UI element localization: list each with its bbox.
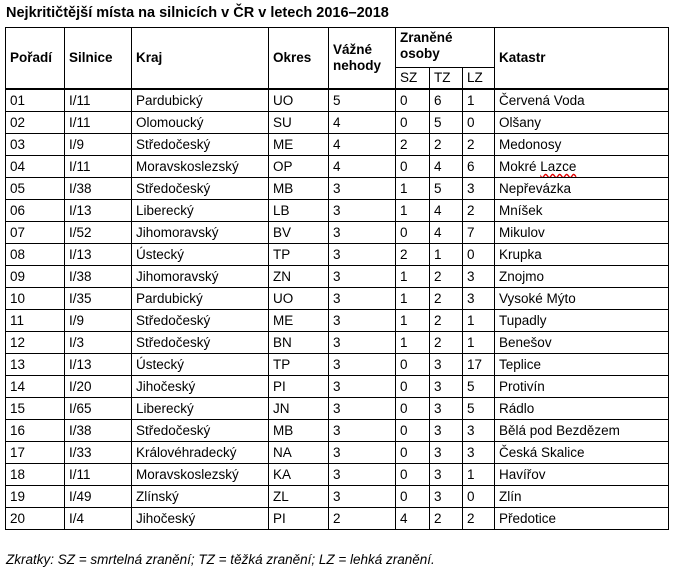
cell-kraj: Jihomoravský [132,266,269,288]
cell-poradi: 08 [6,244,65,266]
cell-vazne: 3 [329,486,396,508]
cell-poradi: 14 [6,376,65,398]
cell-tz: 5 [430,112,463,134]
cell-sz: 1 [396,332,430,354]
cell-poradi: 10 [6,288,65,310]
cell-tz: 2 [430,288,463,310]
cell-tz: 2 [430,508,463,530]
cell-poradi: 20 [6,508,65,530]
cell-tz: 5 [430,178,463,200]
cell-okres: ME [269,310,329,332]
cell-katastr: Olšany [495,112,669,134]
table-row [6,288,669,310]
cell-okres: PI [269,376,329,398]
cell-vazne: 3 [329,244,396,266]
cell-lz: 3 [463,420,495,442]
cell-okres: ME [269,134,329,156]
cell-poradi: 06 [6,200,65,222]
table-row [6,398,669,420]
cell-kraj: Jihomoravský [132,222,269,244]
cell-katastr: Vysoké Mýto [495,288,669,310]
cell-vazne: 3 [329,266,396,288]
cell-okres: OP [269,156,329,178]
cell-katastr: Medonosy [495,134,669,156]
cell-katastr: Česká Skalice [495,442,669,464]
cell-lz: 7 [463,222,495,244]
cell-sz: 0 [396,112,430,134]
header-silnice: Silnice [65,28,132,90]
cell-okres: TP [269,354,329,376]
cell-lz: 2 [463,200,495,222]
cell-katastr: Benešov [495,332,669,354]
cell-sz: 0 [396,376,430,398]
cell-okres: ZL [269,486,329,508]
cell-katastr: Červená Voda [495,89,669,112]
table-row [6,332,669,354]
table-row [6,200,669,222]
cell-vazne: 3 [329,354,396,376]
cell-okres: BN [269,332,329,354]
cell-okres: PI [269,508,329,530]
cell-kraj: Ústecký [132,244,269,266]
cell-tz: 3 [430,442,463,464]
cell-silnice: I/49 [65,486,132,508]
cell-lz: 5 [463,398,495,420]
cell-tz: 4 [430,156,463,178]
cell-okres: LB [269,200,329,222]
cell-okres: NA [269,442,329,464]
table-row [6,244,669,266]
header-sz: SZ [396,68,430,90]
cell-tz: 3 [430,486,463,508]
cell-kraj: Moravskoslezský [132,464,269,486]
cell-tz: 1 [430,244,463,266]
cell-kraj: Jihočeský [132,376,269,398]
cell-kraj: Moravskoslezský [132,156,269,178]
cell-vazne: 3 [329,420,396,442]
cell-okres: UO [269,89,329,112]
cell-vazne: 3 [329,398,396,420]
cell-okres: MB [269,420,329,442]
cell-katastr: Protivín [495,376,669,398]
cell-vazne: 5 [329,89,396,112]
cell-okres: UO [269,288,329,310]
cell-silnice: I/11 [65,464,132,486]
cell-lz: 2 [463,134,495,156]
cell-poradi: 15 [6,398,65,420]
cell-poradi: 01 [6,89,65,112]
cell-vazne: 2 [329,508,396,530]
cell-kraj: Středočeský [132,310,269,332]
cell-katastr: Mníšek [495,200,669,222]
cell-silnice: I/4 [65,508,132,530]
katastr-text-a: Mokré [499,159,541,174]
cell-katastr: Havířov [495,464,669,486]
cell-katastr: Zlín [495,486,669,508]
cell-lz: 1 [463,332,495,354]
cell-silnice: I/35 [65,288,132,310]
cell-vazne: 3 [329,288,396,310]
cell-kraj: Pardubický [132,288,269,310]
cell-lz: 3 [463,288,495,310]
cell-vazne: 3 [329,376,396,398]
cell-silnice: I/20 [65,376,132,398]
cell-kraj: Středočeský [132,134,269,156]
cell-lz: 5 [463,376,495,398]
cell-lz: 6 [463,156,495,178]
katastr-text-spellcheck: Lazce [540,159,577,174]
cell-kraj: Středočeský [132,178,269,200]
cell-silnice: I/11 [65,156,132,178]
table-row [6,222,669,244]
cell-sz: 1 [396,200,430,222]
cell-tz: 3 [430,464,463,486]
cell-lz: 1 [463,89,495,112]
cell-poradi: 05 [6,178,65,200]
table-row [6,310,669,332]
cell-silnice: I/11 [65,112,132,134]
cell-vazne: 3 [329,222,396,244]
cell-katastr: Znojmo [495,266,669,288]
cell-sz: 0 [396,354,430,376]
cell-katastr [495,156,669,178]
cell-silnice: I/13 [65,354,132,376]
cell-okres: ZN [269,266,329,288]
cell-katastr: Nepřevázka [495,178,669,200]
cell-lz: 1 [463,310,495,332]
cell-poradi: 02 [6,112,65,134]
cell-vazne: 4 [329,156,396,178]
cell-silnice: I/38 [65,266,132,288]
cell-lz: 1 [463,464,495,486]
cell-poradi: 12 [6,332,65,354]
cell-sz: 0 [396,486,430,508]
cell-tz: 3 [430,420,463,442]
cell-katastr: Mikulov [495,222,669,244]
cell-tz: 2 [430,310,463,332]
header-vazne-line1: Vážné [333,42,373,57]
cell-sz: 0 [396,442,430,464]
cell-kraj: Olomoucký [132,112,269,134]
cell-lz: 3 [463,266,495,288]
table-row [6,442,669,464]
cell-tz: 2 [430,266,463,288]
table-row [6,464,669,486]
table-title: Nejkritičtější místa na silnicích v ČR v letech 2016–2018 [6,5,389,21]
cell-kraj: Liberecký [132,200,269,222]
cell-kraj: Ústecký [132,354,269,376]
cell-lz: 0 [463,486,495,508]
cell-sz: 2 [396,244,430,266]
cell-poradi: 16 [6,420,65,442]
cell-lz: 2 [463,508,495,530]
cell-silnice: I/3 [65,332,132,354]
header-kraj: Kraj [132,28,269,90]
cell-katastr: Bělá pod Bezdězem [495,420,669,442]
cell-sz: 1 [396,178,430,200]
header-vazne-line2: nehody [333,58,382,73]
cell-sz: 0 [396,89,430,112]
cell-silnice: I/11 [65,89,132,112]
cell-silnice: I/33 [65,442,132,464]
header-lz: LZ [463,68,495,90]
cell-sz: 0 [396,464,430,486]
cell-silnice: I/38 [65,178,132,200]
cell-kraj: Pardubický [132,89,269,112]
cell-vazne: 4 [329,112,396,134]
cell-sz: 2 [396,134,430,156]
table-row [6,354,669,376]
table-row [6,266,669,288]
cell-silnice: I/13 [65,244,132,266]
cell-sz: 1 [396,288,430,310]
cell-tz: 3 [430,354,463,376]
cell-kraj: Jihočeský [132,508,269,530]
table-row [6,420,669,442]
cell-vazne: 3 [329,332,396,354]
cell-kraj: Středočeský [132,332,269,354]
header-zranene-osoby [396,28,495,68]
cell-katastr: Rádlo [495,398,669,420]
cell-okres: BV [269,222,329,244]
cell-tz: 4 [430,200,463,222]
cell-lz: 0 [463,112,495,134]
cell-okres: TP [269,244,329,266]
header-vazne-nehody [329,28,396,90]
cell-vazne: 3 [329,442,396,464]
cell-poradi: 19 [6,486,65,508]
cell-vazne: 3 [329,178,396,200]
header-zranene-line2: osoby [400,46,440,61]
cell-sz: 4 [396,508,430,530]
cell-poradi: 09 [6,266,65,288]
cell-poradi: 13 [6,354,65,376]
critical-locations-table [5,27,669,530]
cell-kraj: Středočeský [132,420,269,442]
cell-okres: SU [269,112,329,134]
header-poradi: Pořadí [6,28,65,90]
cell-sz: 0 [396,156,430,178]
table-row [6,508,669,530]
cell-vazne: 3 [329,310,396,332]
cell-vazne: 4 [329,134,396,156]
table-row [6,486,669,508]
cell-poradi: 04 [6,156,65,178]
header-okres: Okres [269,28,329,90]
cell-sz: 0 [396,398,430,420]
cell-tz: 6 [430,89,463,112]
cell-poradi: 17 [6,442,65,464]
table-row [6,178,669,200]
cell-poradi: 18 [6,464,65,486]
cell-okres: MB [269,178,329,200]
header-tz: TZ [430,68,463,90]
cell-tz: 3 [430,398,463,420]
cell-katastr: Předotice [495,508,669,530]
table-row [6,134,669,156]
table-body [6,89,669,530]
cell-tz: 4 [430,222,463,244]
cell-kraj: Liberecký [132,398,269,420]
cell-tz: 2 [430,134,463,156]
cell-sz: 0 [396,222,430,244]
header-zranene-line1: Zraněné [400,30,453,45]
cell-lz: 3 [463,442,495,464]
cell-poradi: 03 [6,134,65,156]
cell-silnice: I/52 [65,222,132,244]
cell-vazne: 3 [329,200,396,222]
cell-okres: KA [269,464,329,486]
cell-kraj: Královéhradecký [132,442,269,464]
cell-lz: 3 [463,178,495,200]
cell-katastr: Teplice [495,354,669,376]
table-row [6,156,669,178]
cell-sz: 1 [396,266,430,288]
abbreviations-footnote: Zkratky: SZ = smrtelná zranění; TZ = těžká zranění; LZ = lehká zranění. [6,552,435,567]
cell-lz: 17 [463,354,495,376]
cell-katastr: Tupadly [495,310,669,332]
cell-silnice: I/13 [65,200,132,222]
cell-sz: 1 [396,310,430,332]
cell-okres: JN [269,398,329,420]
cell-tz: 3 [430,376,463,398]
table-row [6,112,669,134]
cell-vazne: 3 [329,464,396,486]
header-katastr: Katastr [495,28,669,90]
cell-silnice: I/65 [65,398,132,420]
table-row [6,376,669,398]
cell-katastr: Krupka [495,244,669,266]
cell-poradi: 07 [6,222,65,244]
table-row [6,89,669,112]
cell-silnice: I/38 [65,420,132,442]
cell-tz: 2 [430,332,463,354]
cell-poradi: 11 [6,310,65,332]
cell-lz: 0 [463,244,495,266]
cell-silnice: I/9 [65,310,132,332]
cell-kraj: Zlínský [132,486,269,508]
cell-sz: 0 [396,420,430,442]
cell-silnice: I/9 [65,134,132,156]
